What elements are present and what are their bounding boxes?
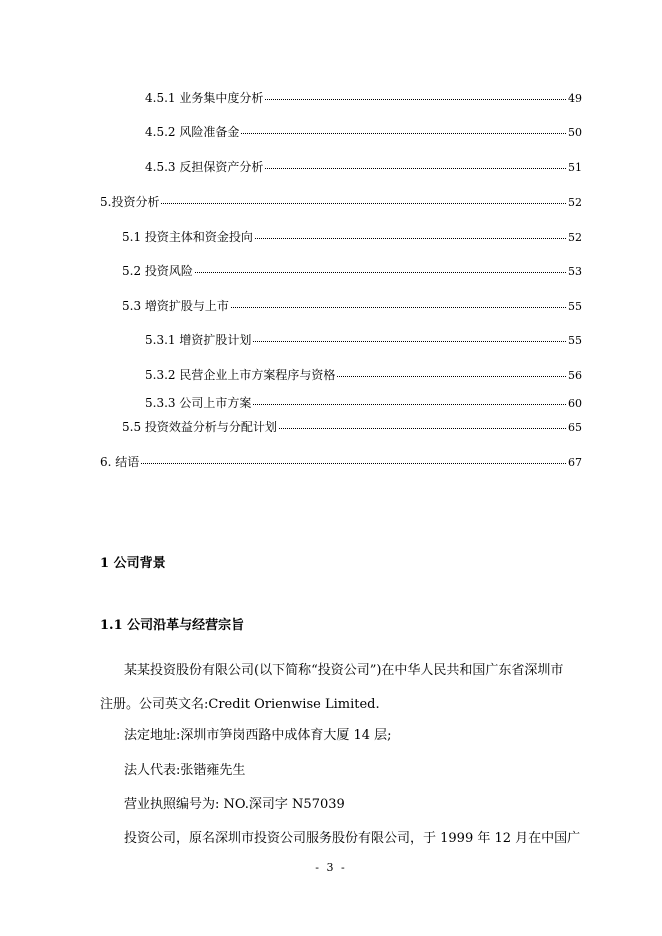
toc-page-number: 50 [568, 126, 582, 139]
toc-label: 4.5.1 业务集中度分析 [145, 91, 264, 105]
toc-leader [337, 376, 566, 377]
toc-label: 5.3.3 公司上市方案 [145, 396, 252, 410]
subsection-heading: 1.1 公司沿革与经营宗旨 [100, 618, 245, 633]
toc-label: 5.3 增资扩股与上市 [122, 299, 229, 313]
toc-entry[interactable] [145, 332, 582, 348]
toc-page-number: 56 [568, 369, 582, 382]
toc-label: 5.2 投资风险 [122, 264, 193, 278]
toc-page-number: 52 [568, 231, 582, 244]
toc-page-number: 55 [568, 334, 582, 347]
toc-page-number: 49 [568, 92, 582, 105]
toc-label: 5.投资分析 [100, 195, 160, 209]
page-number: - 3 - [315, 861, 347, 874]
toc-entry[interactable] [122, 263, 582, 279]
toc-leader [253, 404, 566, 405]
toc-page-number: 53 [568, 265, 582, 278]
toc-leader [241, 133, 566, 134]
toc-label: 5.3.1 增资扩股计划 [145, 333, 252, 347]
body-paragraph: 法人代表:张锴雍先生 [124, 763, 246, 778]
section-heading: 1 公司背景 [100, 556, 166, 571]
body-paragraph: 投资公司，原名深圳市投资公司服务股份有限公司，于 1999 年 12 月在中国广 [124, 831, 581, 846]
toc-page-number: 67 [568, 456, 582, 469]
toc-leader [141, 463, 566, 464]
toc-entry[interactable] [100, 194, 582, 210]
toc-page-number: 55 [568, 300, 582, 313]
body-paragraph: 某某投资股份有限公司(以下简称“投资公司”)在中华人民共和国广东省深圳市 [124, 663, 564, 678]
toc-leader [253, 341, 566, 342]
body-paragraph: 营业执照编号为: NO.深司字 N57039 [124, 797, 345, 812]
toc-label: 4.5.2 风险准备金 [145, 125, 240, 139]
toc-leader [265, 168, 566, 169]
toc-leader [255, 238, 566, 239]
toc-page-number: 52 [568, 196, 582, 209]
toc-leader [195, 272, 566, 273]
toc-entry[interactable] [100, 454, 582, 470]
toc-entry[interactable] [122, 229, 582, 245]
toc-entry[interactable] [122, 298, 582, 314]
toc-label: 5.5 投资效益分析与分配计划 [122, 420, 277, 434]
toc-leader [265, 99, 566, 100]
toc-label: 4.5.3 反担保资产分析 [145, 160, 264, 174]
toc-entry[interactable] [145, 159, 582, 175]
toc-entry[interactable] [145, 124, 582, 140]
toc-leader [279, 428, 566, 429]
toc-entry[interactable] [145, 395, 582, 411]
toc-label: 5.1 投资主体和资金投向 [122, 230, 253, 244]
toc-label: 6. 结语 [100, 455, 140, 469]
body-paragraph: 注册。公司英文名:Credit Orienwise Limited. [100, 697, 380, 712]
toc-page-number: 65 [568, 421, 582, 434]
toc-entry[interactable] [122, 419, 582, 435]
toc-label: 5.3.2 民营企业上市方案程序与资格 [145, 368, 336, 382]
toc-entry[interactable] [145, 90, 582, 106]
body-paragraph: 法定地址:深圳市笋岗西路中成体育大厦 14 层; [124, 728, 392, 743]
toc-page-number: 60 [568, 397, 582, 410]
toc-entry[interactable] [145, 367, 582, 383]
toc-page-number: 51 [568, 161, 582, 174]
toc-leader [161, 203, 566, 204]
toc-leader [231, 307, 566, 308]
